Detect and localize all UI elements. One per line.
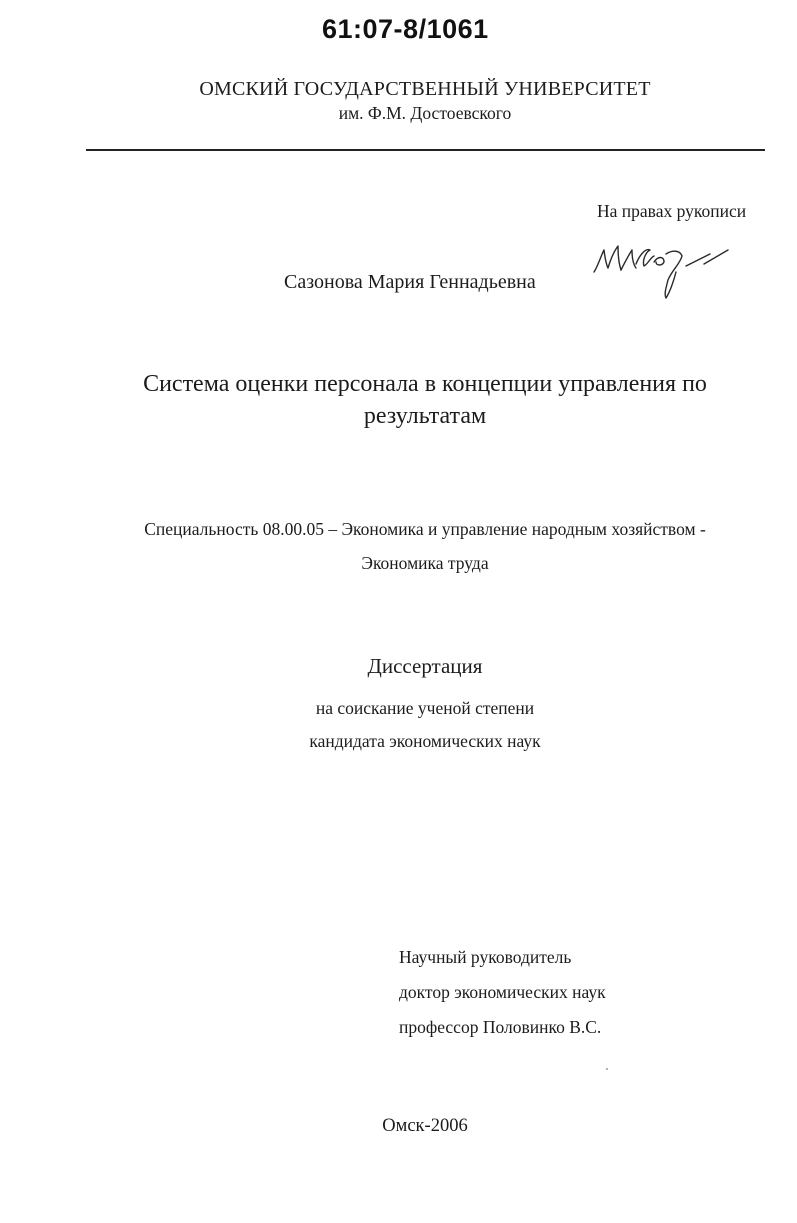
thesis-title-line-2: результатам: [363, 403, 487, 429]
catalog-code: 61:07-8/1061: [322, 14, 489, 44]
author-name: Сазонова Мария Геннадьевна: [284, 271, 536, 293]
handwritten-signature: [588, 236, 733, 302]
thesis-title: [0, 368, 797, 432]
specialty: [0, 512, 797, 580]
dissertation-heading: Диссертация: [367, 654, 483, 678]
supervisor-line-2: доктор экономических наук: [399, 982, 606, 1002]
place-and-year: Омск-2006: [382, 1116, 468, 1136]
degree-line-2: кандидата экономических наук: [309, 731, 541, 751]
thesis-title-line-1: Система оценки персонала в концепции управления по: [143, 371, 707, 397]
specialty-line-1: Специальность 08.00.05 – Экономика и управление народным хозяйством -: [144, 519, 706, 539]
degree-line-1: на соискание ученой степени: [315, 698, 535, 718]
supervisor-line-3: профессор Половинко В.С.: [399, 1017, 602, 1037]
supervisor-line-1: Научный руководитель: [399, 947, 572, 967]
header-divider: [86, 149, 765, 151]
specialty-line-2: Экономика труда: [361, 553, 489, 573]
scan-speck: [606, 1068, 608, 1070]
degree-description: [0, 692, 797, 758]
university-named-after: им. Ф.М. Достоевского: [338, 103, 512, 123]
university-name: ОМСКИЙ ГОСУДАРСТВЕННЫЙ УНИВЕРСИТЕТ: [199, 78, 651, 100]
supervisor-block: [399, 940, 606, 1045]
manuscript-note: На правах рукописи: [597, 201, 747, 221]
